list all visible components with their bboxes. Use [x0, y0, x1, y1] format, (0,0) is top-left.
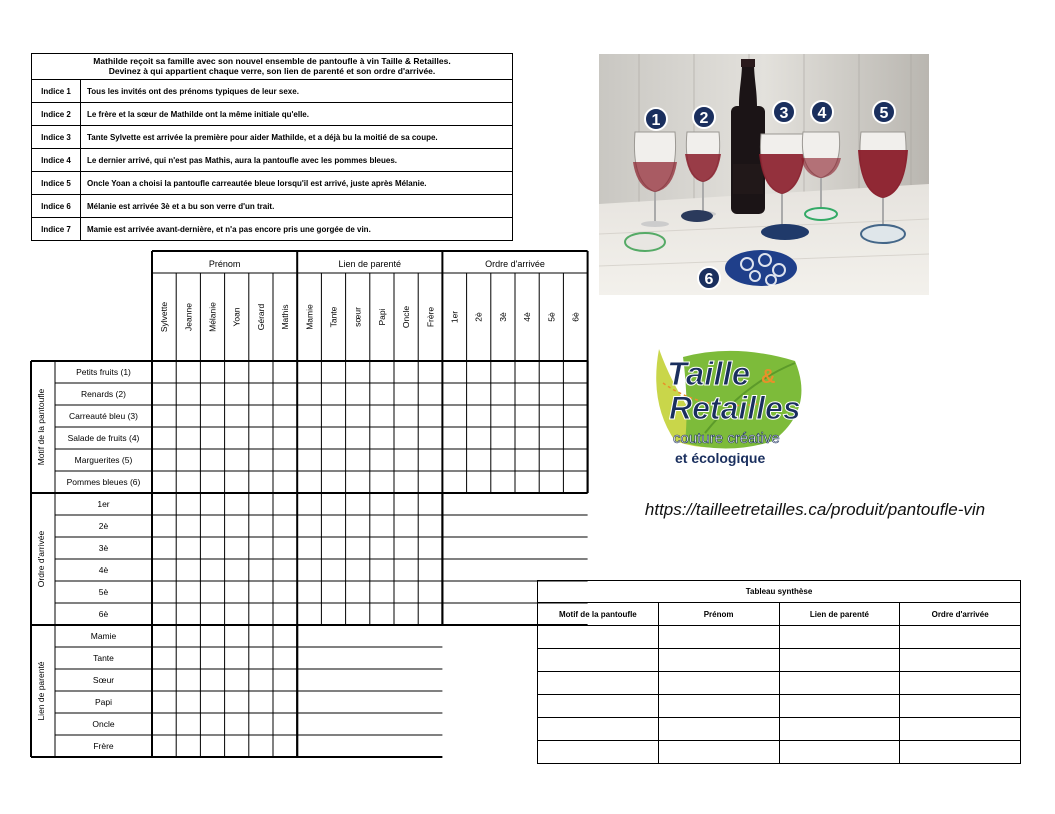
summary-header: Motif de la pantoufle — [538, 603, 659, 625]
summary-cell[interactable] — [538, 695, 659, 717]
summary-cell[interactable] — [659, 718, 780, 740]
summary-cell[interactable] — [538, 741, 659, 763]
row-label: 5è — [98, 587, 109, 597]
row-label: Oncle — [92, 719, 115, 729]
column-label: Sylvette — [159, 301, 170, 333]
summary-cell[interactable] — [900, 626, 1020, 648]
row-group-label: Motif de la pantoufle — [36, 388, 46, 466]
logo-tagline-2: et écologique — [675, 450, 766, 466]
logo-ampersand: & — [761, 366, 776, 388]
summary-cell[interactable] — [659, 695, 780, 717]
intro-line-2: Devinez à qui appartient chaque verre, son lien de parenté et son ordre d'arrivée. — [108, 66, 436, 76]
clue-row — [32, 218, 512, 240]
column-label: 3è — [497, 312, 508, 322]
summary-row — [538, 741, 1020, 763]
clue-text: Oncle Yoan a choisi la pantoufle carreautée bleue lorsqu'il est arrivé, juste après Mélanie. — [87, 178, 427, 188]
column-label: 1er — [449, 310, 460, 324]
summary-row — [538, 649, 1020, 672]
clue-row — [32, 80, 512, 103]
column-label: Tante — [328, 306, 339, 328]
summary-cell[interactable] — [538, 626, 659, 648]
photo-number-1: 1 — [651, 112, 661, 129]
logo-tagline-1: couture créative — [673, 430, 780, 447]
summary-header: Lien de parenté — [780, 603, 901, 625]
summary-cell[interactable] — [659, 672, 780, 694]
summary-row — [538, 695, 1020, 718]
summary-cell[interactable] — [780, 718, 901, 740]
column-group-header: Lien de parenté — [338, 259, 402, 269]
photo-number-4: 4 — [817, 105, 827, 122]
column-label: 6è — [570, 312, 581, 322]
clue-row — [32, 195, 512, 218]
wine-glasses-photo — [599, 54, 929, 295]
photo-number-3: 3 — [779, 105, 789, 122]
column-label: 4è — [522, 312, 533, 322]
summary-cell[interactable] — [900, 672, 1020, 694]
row-label: Renards (2) — [81, 389, 126, 399]
summary-header: Prénom — [659, 603, 780, 625]
column-label: 2è — [473, 312, 484, 322]
column-group-header: Ordre d'arrivée — [485, 259, 545, 269]
clue-text: Tous les invités ont des prénoms typiques de leur sexe. — [87, 86, 299, 96]
summary-cell[interactable] — [900, 741, 1020, 763]
clue-text: Tante Sylvette est arrivée la première pour aider Mathilde, et a déjà bu la moitié de sa coupe. — [87, 132, 438, 142]
intro-line-1: Mathilde reçoit sa famille avec son nouvel ensemble de pantoufle à vin Taille & Retailles. — [93, 56, 451, 66]
clue-label: Indice 1 — [32, 80, 81, 102]
row-label: Marguerites (5) — [74, 455, 133, 465]
leaf-logo-graphic — [645, 343, 815, 471]
column-label: Gérard — [255, 303, 266, 331]
column-label: Oncle — [401, 305, 412, 329]
clue-text: Mamie est arrivée avant-dernière, et n'a pas encore pris une gorgée de vin. — [87, 224, 371, 234]
summary-header: Ordre d'arrivée — [931, 609, 989, 619]
clue-label: Indice 3 — [32, 126, 81, 148]
column-label: Jeanne — [183, 303, 194, 331]
summary-cell[interactable] — [780, 741, 901, 763]
puzzle-intro — [32, 54, 512, 80]
row-label: Pommes bleues (6) — [66, 477, 141, 487]
row-label: Mamie — [90, 631, 117, 641]
clue-row — [32, 126, 512, 149]
summary-row — [538, 672, 1020, 695]
wine-glasses-illustration — [599, 54, 929, 295]
clue-row — [32, 172, 512, 195]
logo-word-taille: Taille — [667, 355, 751, 392]
clue-label: Indice 7 — [32, 218, 81, 240]
summary-cell[interactable] — [538, 718, 659, 740]
summary-cell[interactable] — [780, 626, 901, 648]
row-label: 6è — [98, 609, 109, 619]
logo-word-retailles: Retailles — [669, 390, 801, 426]
summary-table — [537, 580, 1021, 764]
column-label: sœur — [352, 307, 363, 327]
row-label: Salade de fruits (4) — [67, 433, 140, 443]
clue-label: Indice 2 — [32, 103, 81, 125]
summary-cell[interactable] — [659, 626, 780, 648]
row-label: Tante — [93, 653, 114, 663]
clue-row — [32, 149, 512, 172]
column-label: Papi — [376, 308, 387, 326]
row-label: 1er — [97, 499, 110, 509]
row-label: Papi — [94, 697, 113, 707]
photo-number-6: 6 — [704, 271, 714, 288]
column-label: Mamie — [304, 304, 315, 330]
column-label: 5è — [546, 312, 557, 322]
clue-text: Mélanie est arrivée 3è et a bu son verre d'un trait. — [87, 201, 275, 211]
column-group-header: Prénom — [208, 259, 241, 269]
row-label: 4è — [98, 565, 109, 575]
column-label: Mathis — [280, 304, 291, 330]
row-label: Petits fruits (1) — [76, 367, 131, 377]
row-label: Sœur — [92, 675, 115, 685]
row-label: Carreauté bleu (3) — [69, 411, 138, 421]
row-label: Frère — [93, 741, 114, 751]
clue-label: Indice 4 — [32, 149, 81, 171]
summary-cell[interactable] — [780, 649, 901, 671]
summary-cell[interactable] — [780, 672, 901, 694]
product-url[interactable]: https://tailleetretailles.ca/produit/pantoufle-vin — [644, 500, 986, 519]
summary-cell[interactable] — [900, 649, 1020, 671]
column-label: Yoan — [231, 307, 242, 327]
summary-cell[interactable] — [659, 649, 780, 671]
column-label: Frère — [425, 306, 436, 328]
clue-text: Le frère et la sœur de Mathilde ont la même initiale qu'elle. — [87, 109, 309, 119]
clue-label: Indice 5 — [32, 172, 81, 194]
summary-cell[interactable] — [900, 718, 1020, 740]
summary-cell[interactable] — [659, 741, 780, 763]
summary-row — [538, 718, 1020, 741]
summary-row — [538, 626, 1020, 649]
row-label: 3è — [98, 543, 109, 553]
summary-cell[interactable] — [538, 649, 659, 671]
summary-cell[interactable] — [780, 695, 901, 717]
clue-table — [31, 53, 513, 241]
row-label: 2è — [98, 521, 109, 531]
photo-number-2: 2 — [699, 110, 709, 127]
column-label: Mélanie — [207, 302, 218, 332]
summary-title: Tableau synthèse — [538, 581, 1020, 603]
row-group-label: Lien de parenté — [36, 661, 46, 721]
clue-row — [32, 103, 512, 126]
summary-header-row — [538, 603, 1020, 626]
summary-cell[interactable] — [900, 695, 1020, 717]
taille-retailles-logo — [645, 343, 815, 471]
clue-label: Indice 6 — [32, 195, 81, 217]
summary-cell[interactable] — [538, 672, 659, 694]
row-group-label: Ordre d'arrivée — [36, 530, 46, 588]
photo-number-5: 5 — [879, 105, 889, 122]
clue-text: Le dernier arrivé, qui n'est pas Mathis, aura la pantoufle avec les pommes bleues. — [87, 155, 398, 165]
